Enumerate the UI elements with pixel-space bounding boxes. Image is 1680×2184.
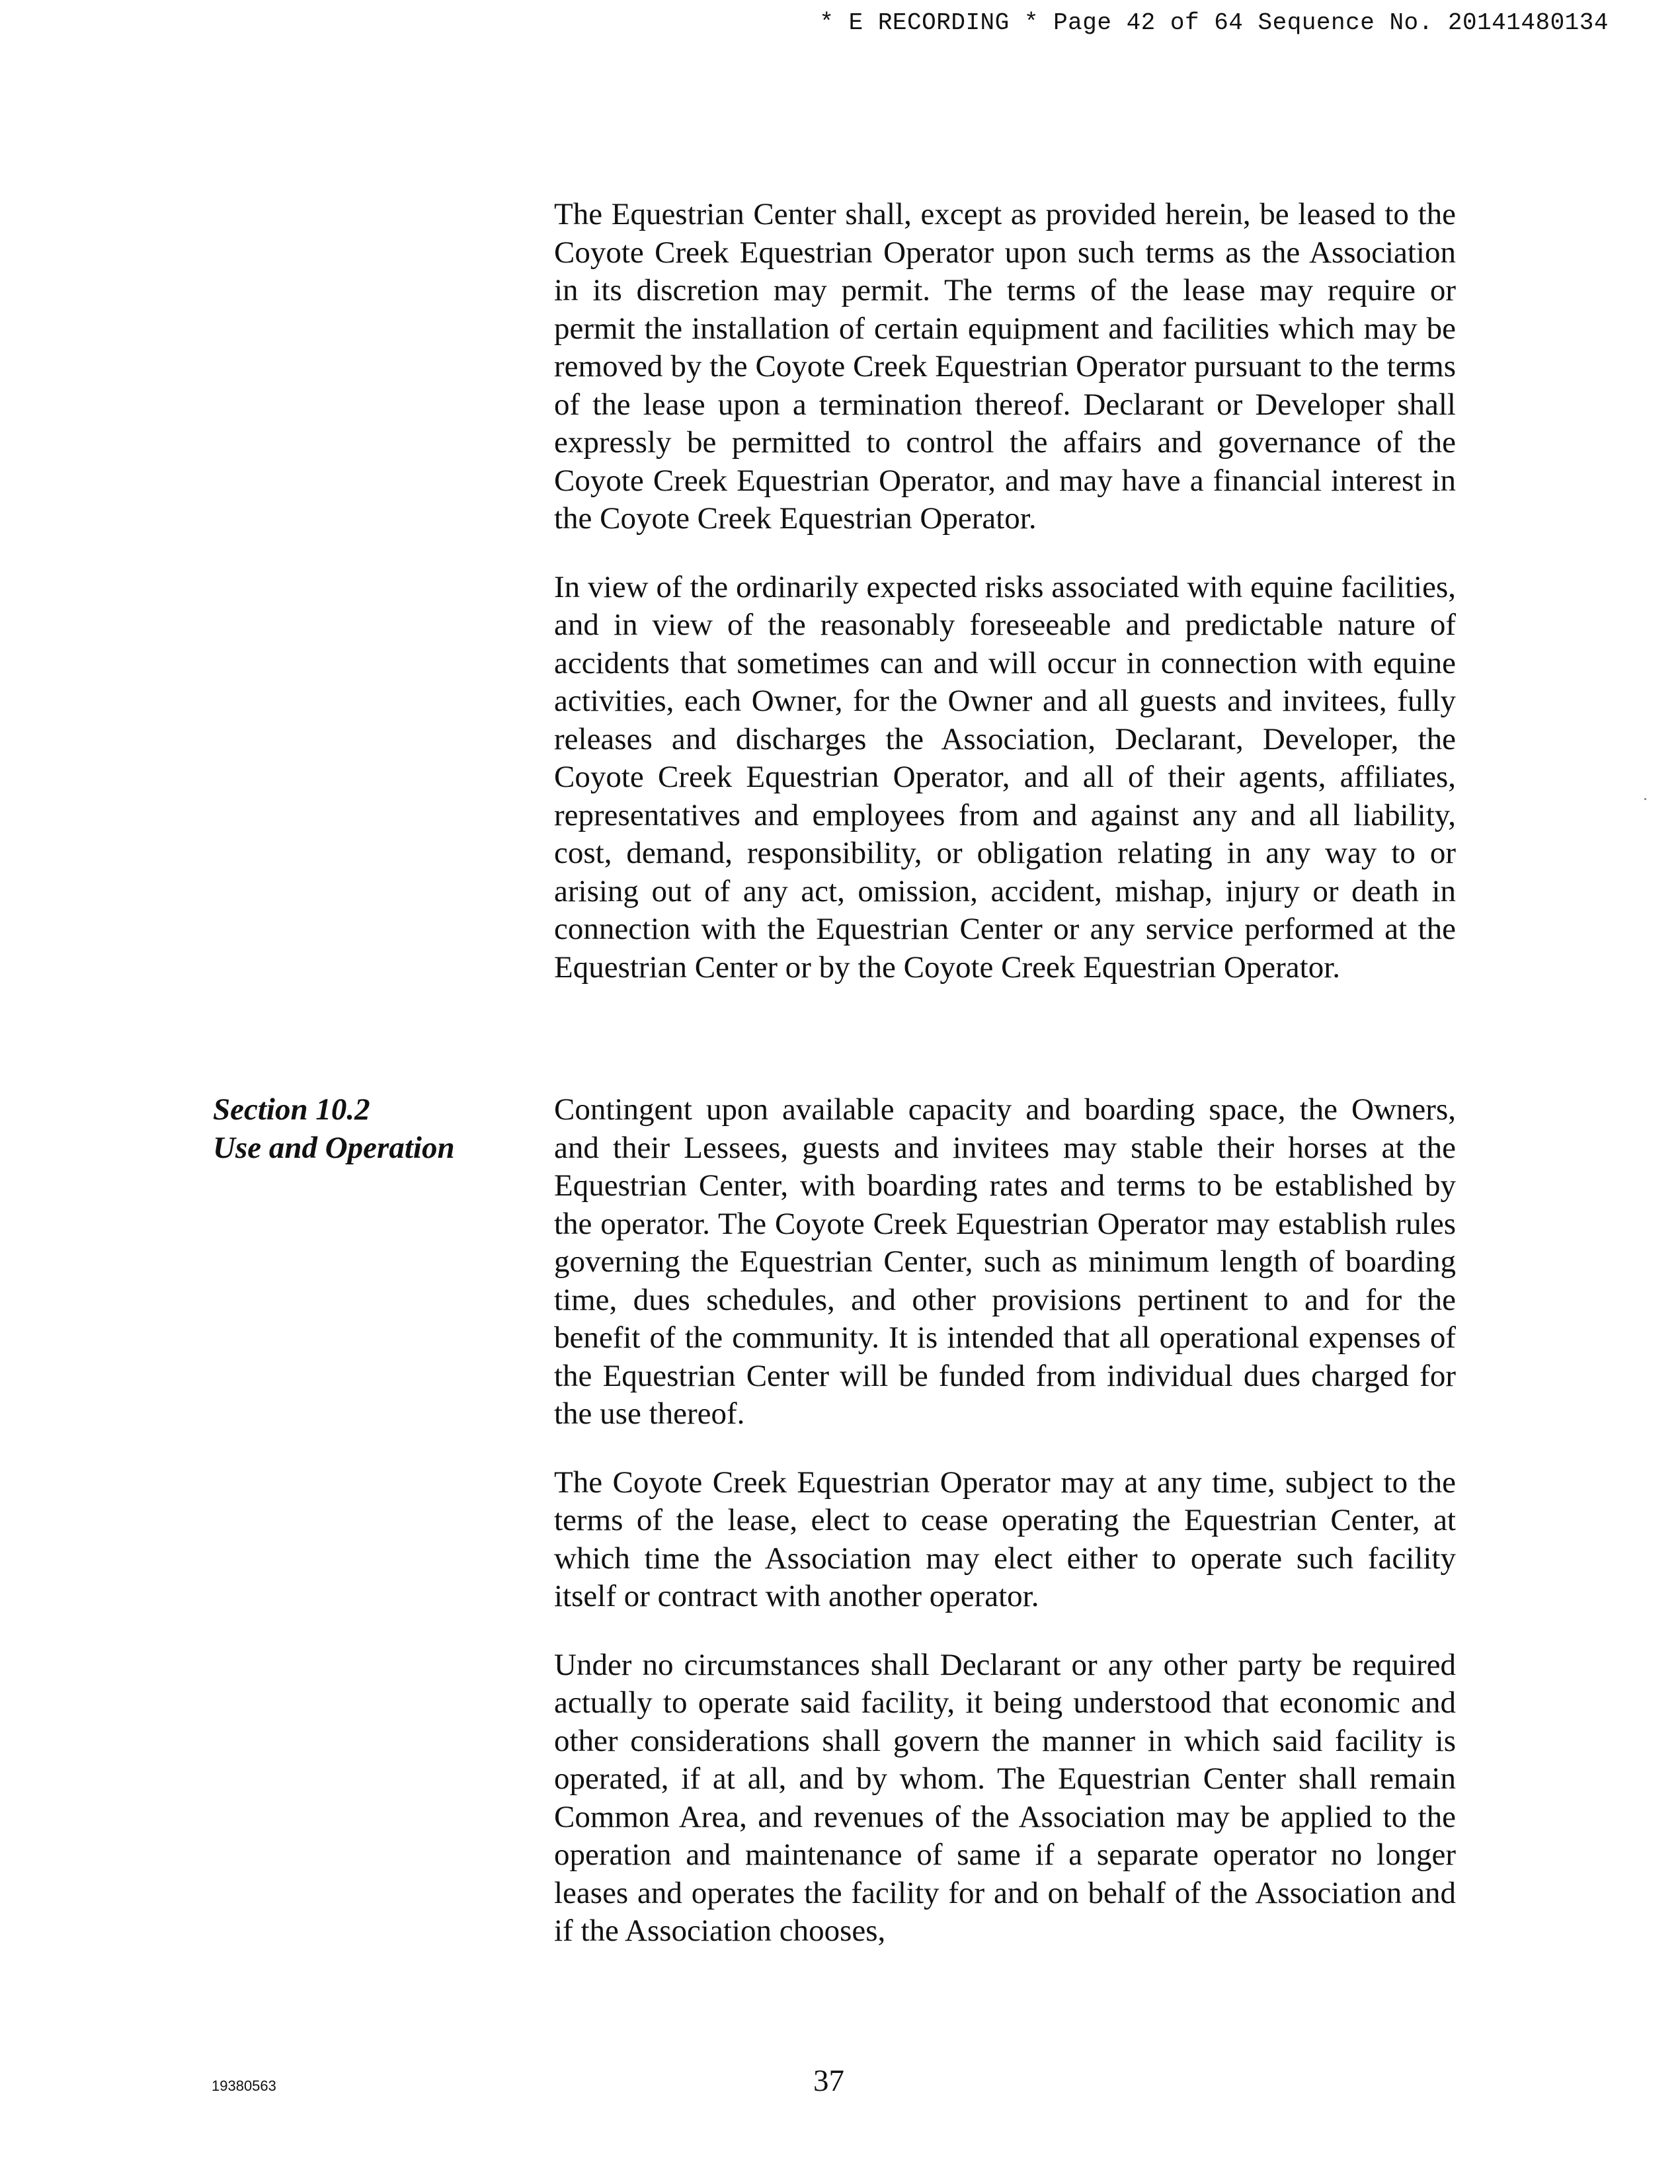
body-text-top <box>554 196 1456 1017</box>
body-text-section <box>554 1091 1456 1981</box>
section-title: Use and Operation <box>213 1130 455 1165</box>
page-number: 37 <box>813 2064 844 2098</box>
recording-header: * E RECORDING * Page 42 of 64 Sequence No. 20141480134 <box>819 9 1609 36</box>
section-number: Section 10.2 <box>213 1092 370 1127</box>
paragraph-cease-operation: The Coyote Creek Equestrian Operator may at any time, subject to the terms of the lease, elect to cease operating the Equestrian Center, at which time the Association may elect either to operate such facility itself or contract with another operator. <box>554 1465 1456 1613</box>
scan-speck <box>1644 798 1646 800</box>
document-id: 19380563 <box>212 2078 276 2094</box>
section-heading <box>213 1091 455 1167</box>
paragraph-no-obligation: Under no circumstances shall Declarant or any other party be required actually to operate said facility, it being understood that economic and other considerations shall govern the manner in which said facility is operated, if at all, and by whom. The Equestrian Center shall remain Common Area, and revenues of the Association may be applied to the operation and maintenance of same if a separate operator no longer leases and operates the facility for and on behalf of the Association and if the Association chooses, <box>554 1647 1456 1948</box>
paragraph-lease-terms: The Equestrian Center shall, except as provided herein, be leased to the Coyote Creek Equestrian Operator upon such terms as the Association in its discretion may permit. The terms of the lease may require or permit the installation of certain equipment and facilities which may be removed by the Coyote Creek Equestrian Operator pursuant to the terms of the lease upon a termination thereof. Declarant or Developer shall expressly be permitted to control the affairs and governance of the Coyote Creek Equestrian Operator, and may have a financial interest in the Coyote Creek Equestrian Operator. <box>554 197 1456 536</box>
paragraph-use-and-boarding: Contingent upon available capacity and boarding space, the Owners, and their Lessees, guests and invitees may stable their horses at the Equestrian Center, with boarding rates and terms to be established by the operator. The Coyote Creek Equestrian Operator may establish rules governing the Equestrian Center, such as minimum length of boarding time, dues schedules, and other provisions pertinent to and for the benefit of the community. It is intended that all operational expenses of the Equestrian Center will be funded from individual dues charged for the use thereof. <box>554 1092 1456 1431</box>
paragraph-release-liability: In view of the ordinarily expected risks associated with equine facilities, and in view of the reasonably foreseeable and predictable nature of accidents that sometimes can and will occur in connection with equine activities, each Owner, for the Owner and all guests and invitees, fully releases and discharges the Association, Declarant, Developer, the Coyote Creek Equestrian Operator, and all of their agents, affiliates, representatives and employees from and against any and all liability, cost, demand, responsibility, or obligation relating in any way to or arising out of any act, omission, accident, mishap, injury or death in connection with the Equestrian Center or any service performed at the Equestrian Center or by the Coyote Creek Equestrian Operator. <box>554 569 1456 985</box>
